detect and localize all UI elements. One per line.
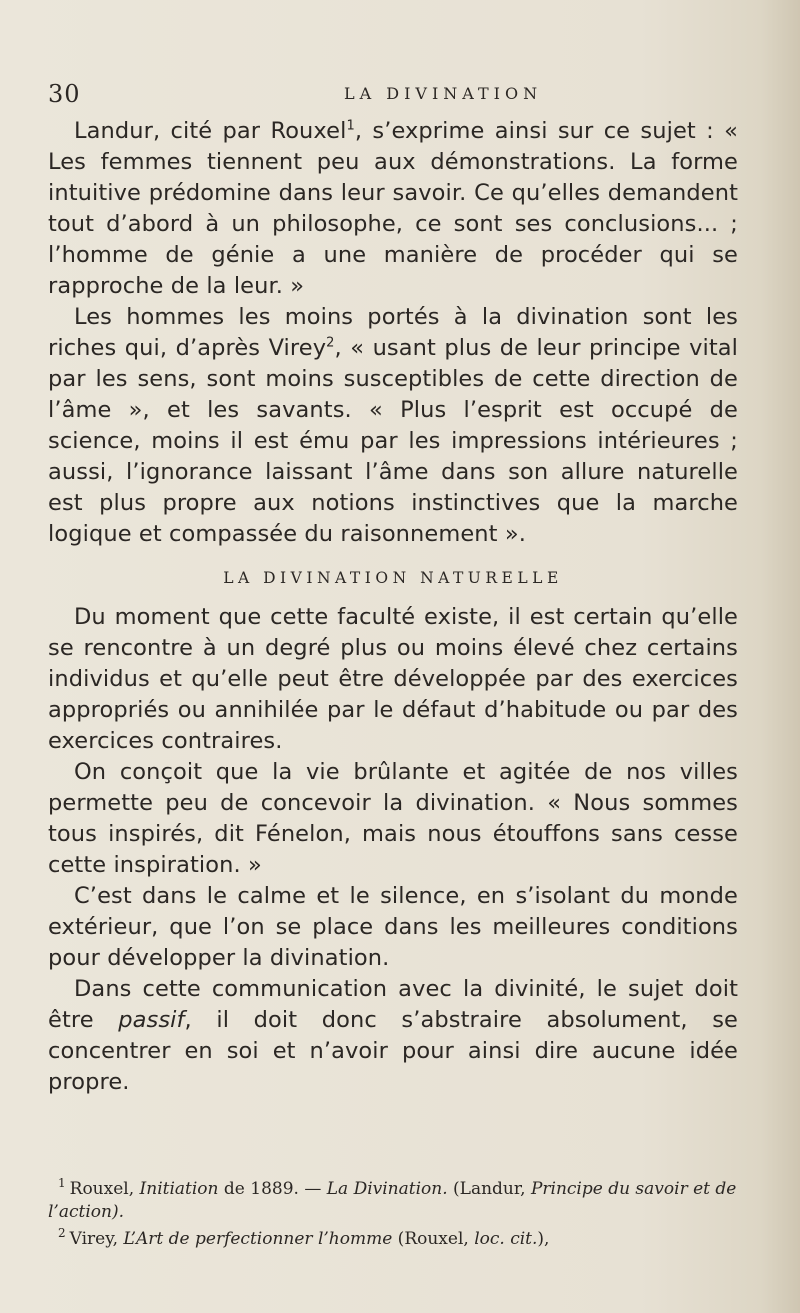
paragraph-text: Les hommes les moins portés à la divination sont les riches qui, d’après Virey [48, 304, 738, 361]
footnote-text: (Rouxel, [392, 1229, 475, 1249]
footnote-text: Rouxel, [69, 1179, 140, 1199]
footnote-number: 2 [58, 1226, 66, 1241]
paragraph-text: , s’exprime ainsi sur ce sujet : « Les femmes tiennent peu aux démonstrations. La forme intuitive prédomine dans leur savoir. Ce qu’elles demandent tout d’abord à un philosophe, ce sont ses conclusions... ; l’homme de génie a une manière de procéder qui se rapproche de la leur. » [48, 118, 738, 299]
footnote-reference: 2 [326, 335, 335, 351]
footnote-text: de 1889. — [218, 1179, 327, 1199]
paragraph: Du moment que cette faculté existe, il est certain qu’elle se rencontre à un degré plus ou moins élevé chez certains individus et qu’elle peut être développée par des exercices appropriés ou annihilée par le défaut d’habitude ou par des exercices contraires. [48, 604, 738, 754]
footnote [48, 1178, 738, 1224]
paragraph-text: , « usant plus de leur principe vital par les sens, sont moins susceptibles de cette direction de l’âme », et les savants. « Plus l’esprit est occupé de science, moins il est ému par les impressions intérieures ; aussi, l’ignorance laissant l’âme dans son allure naturelle est plus propre aux notions instinctives que la marche logique et compassée du raisonnement ». [48, 335, 739, 547]
paragraph [48, 302, 738, 550]
italic-text: passif [118, 1007, 185, 1033]
footnote-italic: L’Art de perfectionner l’homme [123, 1229, 393, 1249]
footnotes [48, 1178, 738, 1255]
footnote-italic: Initiation [139, 1179, 219, 1199]
page-header [48, 80, 738, 110]
footnote-number: 1 [58, 1176, 66, 1191]
paragraph-text: Landur, cité par Rouxel [74, 118, 347, 144]
footnote-reference: 1 [346, 118, 355, 134]
footnote-text: Virey, [69, 1229, 124, 1249]
running-head: LA DIVINATION [344, 84, 543, 103]
page-number: 30 [48, 80, 81, 108]
paragraph [48, 974, 738, 1098]
page-body [48, 116, 738, 1098]
footnote [48, 1228, 738, 1251]
paragraph: On conçoit que la vie brûlante et agitée de nos villes permette peu de concevoir la divination. « Nous sommes tous inspirés, dit Fénelon, mais nous étouffons sans cesse cette inspiration. » [48, 759, 738, 878]
footnote-italic: loc. cit. [474, 1229, 538, 1249]
paragraph-text: , il doit donc s’abstraire absolument, se concentrer en soi et n’avoir pour ainsi dire aucune idée propre. [48, 1007, 738, 1095]
paragraph: C’est dans le calme et le silence, en s’isolant du monde extérieur, que l’on se place dans les meilleures conditions pour développer la divination. [48, 883, 738, 971]
paragraph [48, 116, 738, 302]
footnote-text: (Landur, [447, 1179, 531, 1199]
footnote-text: ), [537, 1229, 550, 1249]
paragraph-text: Dans cette communication avec la divinité, le sujet doit être [48, 976, 738, 1033]
section-heading: LA DIVINATION NATURELLE [223, 569, 563, 587]
footnote-italic: Principe du savoir et de l’action). [48, 1179, 737, 1222]
footnote-italic: La Divination. [326, 1179, 448, 1199]
